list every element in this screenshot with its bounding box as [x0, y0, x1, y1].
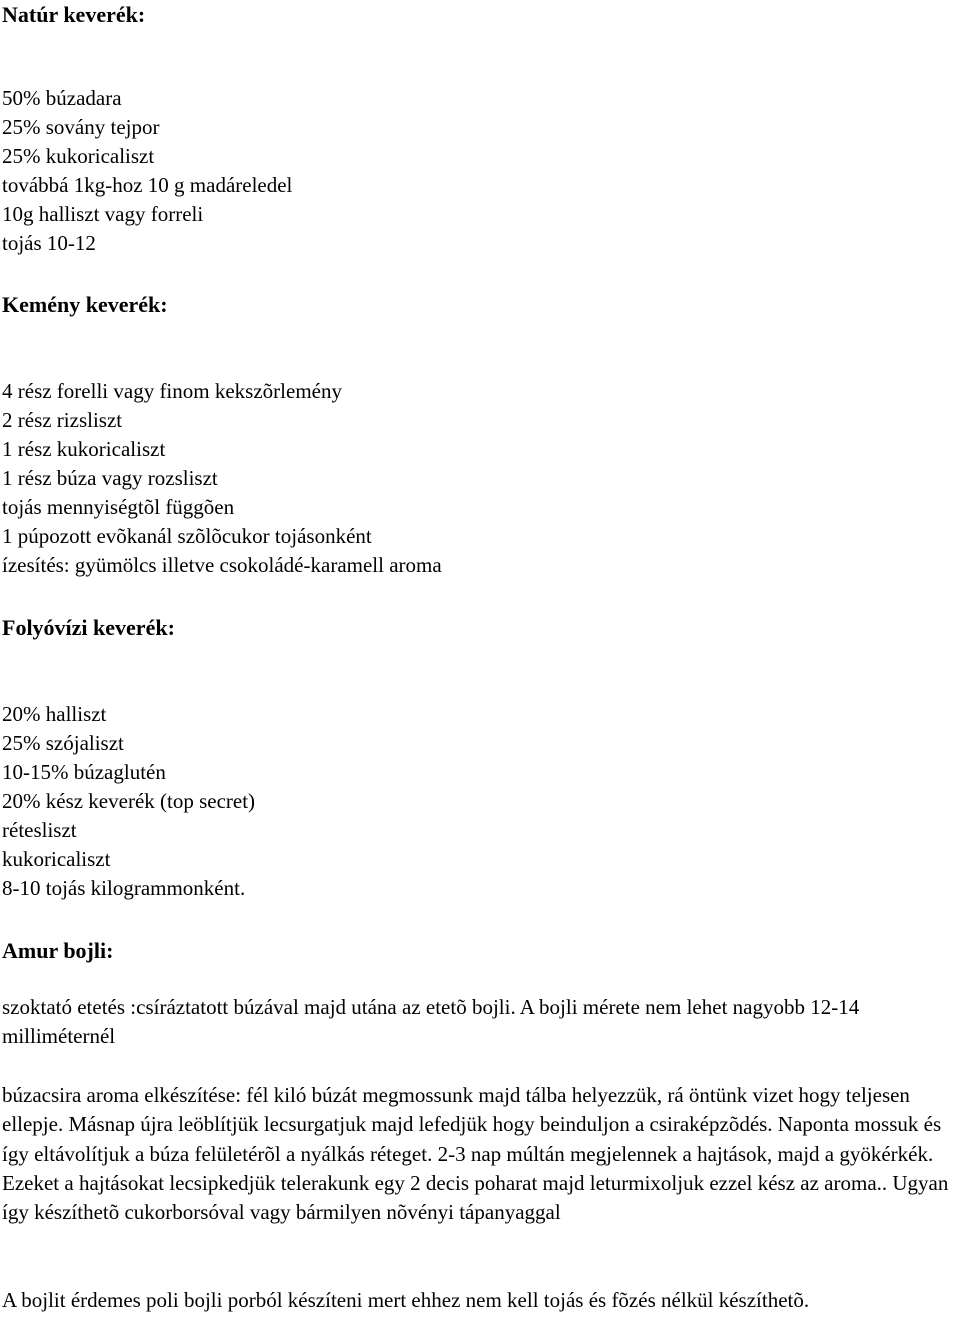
recipe-line: 1 púpozott evõkanál szõlõcukor tojásonként — [2, 524, 372, 548]
section-heading-folyovizi: Folyóvízi keverék: — [2, 615, 175, 640]
recipe-line: tojás mennyiségtõl függõen — [2, 495, 235, 519]
recipe-line: tojás 10-12 — [2, 231, 96, 255]
recipe-line: továbbá 1kg-hoz 10 g madáreledel — [2, 173, 293, 197]
recipe-line: 8-10 tojás kilogrammonként. — [2, 876, 246, 900]
section-heading-kemeny: Kemény keverék: — [2, 292, 168, 317]
recipe-line: 25% sovány tejpor — [2, 115, 160, 139]
section-heading-natur: Natúr keverék: — [2, 2, 146, 27]
recipe-line: 10g halliszt vagy forreli — [2, 202, 204, 226]
paragraph-poli: A bojlit érdemes poli bojli porból készíteni mert ehhez nem kell tojás és fõzés nélkül készíthetõ. — [2, 1288, 810, 1312]
recipe-line: ízesítés: gyümölcs illetve csokoládé-karamell aroma — [2, 553, 442, 577]
recipe-line: 10-15% búzaglutén — [2, 760, 166, 784]
paragraph-feeding: szoktató etetés :csíráztatott búzával majd utána az etetõ bojli. A bojli mérete nem lehet nagyobb 12-14 milliméternél — [2, 995, 860, 1049]
recipe-line: 1 rész kukoricaliszt — [2, 437, 166, 461]
recipe-line: 4 rész forelli vagy finom kekszõrlemény — [2, 379, 342, 403]
recipe-line: rétesliszt — [2, 818, 77, 842]
recipe-line: 25% kukoricaliszt — [2, 144, 155, 168]
section-heading-amur: Amur bojli: — [2, 938, 114, 963]
recipe-line: 2 rész rizsliszt — [2, 408, 123, 432]
recipe-line: 25% szójaliszt — [2, 731, 124, 755]
recipe-line: 1 rész búza vagy rozsliszt — [2, 466, 218, 490]
recipe-line: 20% kész keverék (top secret) — [2, 789, 256, 813]
recipe-line: 50% búzadara — [2, 86, 122, 110]
recipe-line: 20% halliszt — [2, 702, 107, 726]
paragraph-aroma: búzacsira aroma elkészítése: fél kiló búzát megmossunk majd tálba helyezzük, rá öntünk vizet hogy teljesen ellepje. Másnap újra leöblítjük lecsurgatjuk majd lefedjük hogy beinduljon a csiraképzõdés. Naponta mossuk és így eltávolítjuk a búza felületérõl a nyálkás réteget. 2-3 nap múltán megjelennek a hajtások, majd a gyökérkék. Ezeket a hajtásokat lecsipkedjük telerakunk egy 2 decis poharat majd leturmixoljuk ezzel kész az aroma.. Ugyan így készíthetõ cukorborsóval vagy bármilyen nõvényi tápanyaggal — [2, 1083, 949, 1225]
recipe-line: kukoricaliszt — [2, 847, 111, 871]
